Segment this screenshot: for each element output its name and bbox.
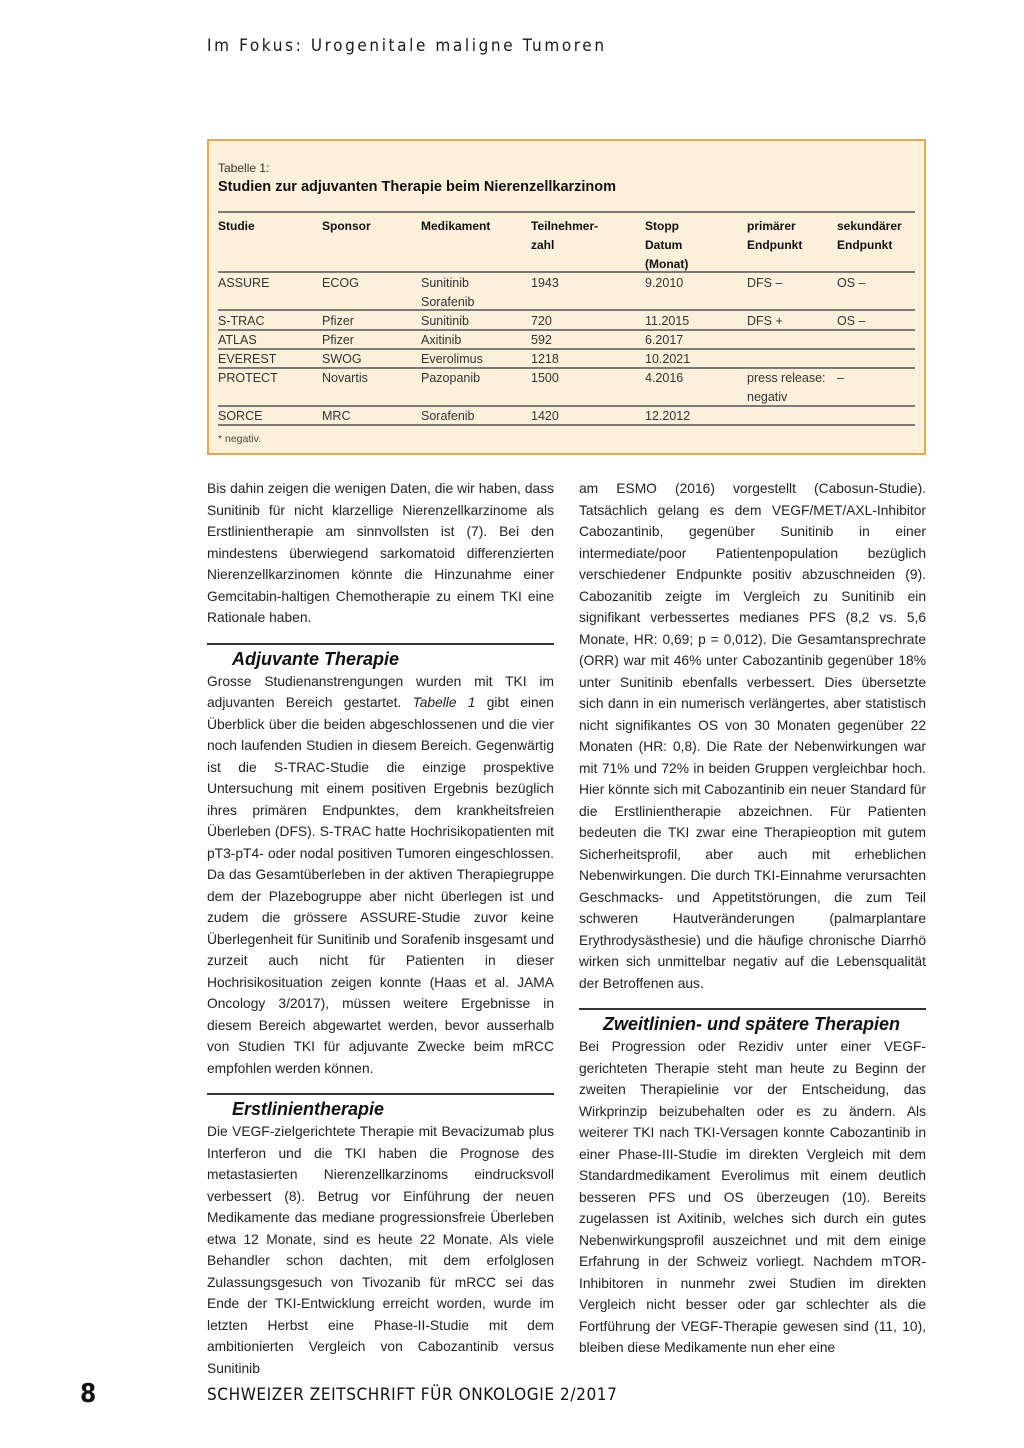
continuation-paragraph: am ESMO (2016) vorgestellt (Cabosun-Studie). Tatsächlich gelang es dem VEGF/MET/AXL-Inhibitor Cabozantinib, gegenüber Sunitinib in einer intermediate/poor Patientenpopulation bezüglich verschiedener Endpunkte positiv abzuschneiden (9). Cabozanitib zeigte im Vergleich zu Sunitinib ein signifikant verbessertes medianes PFS (8,2 vs. 5,6 Monate, HR: 0,69; p = 0,012). Die Gesamtansprechrate (ORR) war mit 46% unter Cabozantinib gegenüber 18% unter Sunitinib ebenfalls verbessert. Dies übersetzte sich dann in ein numerisch verlängertes, aber statistisch nicht signifikantes OS von 30 Monaten gegenüber 22 Monaten (HR: 0,8). Die Rate der Nebenwirkungen war mit 71% und 72% in beiden Gruppen vergleichbar hoch. Hier könnte sich mit Cabozantinib ein neuer Standard für die Erstlinientherapie abzeichnen. Für Patienten bedeuten die TKI zwar eine Therapieoption mit gutem Sicherheitsprofil, aber auch mit erheblichen Nebenwirkungen. Die durch TKI-Einnahme verursachten Geschmacks- und Appetitstörungen, die zum Teil schweren Hautveränderungen (palmarplantare Erythrodysästhesie) und die häufige chronische Diarrhö wirken sich unmittelbar negativ auf die Lebensqualität der Betroffenen aus. bbox=[579, 481, 926, 991]
table-caption-label: Tabelle 1: bbox=[218, 161, 270, 175]
cell-drug: Sunitinib bbox=[421, 314, 469, 328]
right-column bbox=[579, 478, 926, 1359]
cell-participants: 1500 bbox=[531, 371, 559, 385]
header-drug: Medikament bbox=[421, 219, 491, 233]
table-1 bbox=[207, 139, 926, 455]
heading-second-line-therapy: Zweitlinien- und spätere Therapien bbox=[603, 1014, 901, 1034]
cell-study: EVEREST bbox=[218, 352, 277, 366]
cell-study: PROTECT bbox=[218, 371, 278, 385]
intro-paragraph: Bis dahin zeigen die wenigen Daten, die wir haben, dass Sunitinib für nicht klarzellige Nierenzellkarzinome als Erstlinientherapie am sinnvollsten ist (7). Bei den mindestens überwiegend sarkomatoid differenzierten Nierenzellkarzinomen könnte die Hinzunahme einer Gemcitabin-haltigen Chemotherapie zu einem TKI eine Rationale haben. bbox=[207, 481, 554, 625]
cell-drug: Sunitinib Sorafenib bbox=[421, 276, 475, 309]
section-adjuvant bbox=[207, 643, 554, 1080]
cell-stop-date: 4.2016 bbox=[645, 371, 684, 385]
cell-secondary-endpoint: – bbox=[837, 371, 844, 385]
table-footnote: * negativ. bbox=[218, 433, 261, 445]
section-rule bbox=[207, 643, 554, 645]
journal-footer: SCHWEIZER ZEITSCHRIFT FÜR ONKOLOGIE 2/2017 bbox=[207, 1385, 618, 1405]
heading-first-line-therapy: Erstlinientherapie bbox=[232, 1099, 385, 1119]
cell-secondary-endpoint: OS – bbox=[837, 314, 866, 328]
header-sponsor: Sponsor bbox=[322, 219, 371, 233]
left-column bbox=[207, 478, 554, 1379]
page-number: 8 bbox=[80, 1379, 97, 1409]
table-row bbox=[218, 369, 915, 407]
table-caption-title: Studien zur adjuvanten Therapie beim Nierenzellkarzinom bbox=[218, 179, 617, 195]
section-rule bbox=[207, 1093, 554, 1095]
cell-stop-date: 12.2012 bbox=[645, 409, 691, 423]
section-rule bbox=[579, 1008, 926, 1010]
adjuvant-paragraph: Grosse Studienanstrengungen wurden mit TKI im adjuvanten Bereich gestartet. Tabelle 1 gibt einen Überblick über die beiden abgeschlossenen und die vier noch laufenden Studien in diesem Bereich. Gegenwärtig ist die S-TRAC-Studie die einzige prospektive Untersuchung mit einem positiven Ergebnis bezüglich ihres primären Endpunktes, dem krankheitsfreien Überleben (DFS). S-TRAC hatte Hochrisikopatienten mit pT3-pT4- oder nodal positiven Tumoren eingeschlossen. Da das Gesamtüberleben in der aktiven Therapiegruppe dem der Plazebogruppe aber nicht überlegen ist und zudem die grössere ASSURE-Studie zuvor keine Überlegenheit für Sunitinib und Sorafenib insgesamt und zurzeit auch nicht für Patienten in dieser Hochrisikosituation zeigen konnte (Haas et al. JAMA Oncology 3/2017), müssen weitere Ergebnisse in diesem Bereich abgewartet werden, bevor ausserhalb von Studien TKI für adjuvante Zwecke beim mRCC empfohlen werden können. bbox=[207, 673, 554, 1076]
cell-stop-date: 10.2021 bbox=[645, 352, 691, 366]
section-second-line bbox=[579, 1008, 926, 1359]
cell-participants: 592 bbox=[531, 333, 552, 347]
table-row bbox=[218, 350, 915, 369]
header-secondary-endpoint: sekundärer Endpunkt bbox=[837, 219, 902, 252]
cell-drug: Pazopanib bbox=[421, 371, 481, 385]
table-row bbox=[218, 407, 915, 426]
header-study: Studie bbox=[218, 219, 255, 233]
table-row bbox=[218, 274, 915, 311]
second-line-paragraph: Bei Progression oder Rezidiv unter einer VEGF-gerichteten Therapie steht man heute zu Beginn der zweiten Therapielinie vor der Entscheidung, das Wirkprinzip beizubehalten oder es zu ändern. Als weiterer TKI nach TKI-Versagen konnte Cabozantinib in einer Phase-III-Studie im direkten Vergleich mit dem Standardmedikament Everolimus mit einem deutlich besseren PFS und OS überzeugen (10). Bereits zugelassen ist Axitinib, welches sich durch ein gutes Nebenwirkungsprofil auszeichnet und mit dem einige Erfahrung in der Schweiz vorliegt. Nachdem mTOR-Inhibitoren in nunmehr zwei Studien im direkten Vergleich nicht besser oder gar schlechter als die Fortführung der VEGF-Therapie gewesen sind (11, 10), bleiben diese Medikamente nun eher eine bbox=[579, 1039, 926, 1355]
running-head: Im Fokus: Urogenitale maligne Tumoren bbox=[207, 36, 607, 56]
cell-primary-endpoint: DFS + bbox=[747, 314, 783, 328]
cell-participants: 1943 bbox=[531, 276, 559, 290]
cell-sponsor: ECOG bbox=[322, 276, 359, 290]
cell-study: S-TRAC bbox=[218, 314, 265, 328]
cell-sponsor: Novartis bbox=[322, 371, 368, 385]
table-header-row bbox=[218, 217, 915, 273]
cell-stop-date: 11.2015 bbox=[645, 314, 690, 328]
header-participants: Teilnehmer- zahl bbox=[531, 219, 599, 252]
cell-sponsor: Pfizer bbox=[322, 333, 354, 347]
cell-drug: Everolimus bbox=[421, 352, 483, 366]
section-first-line bbox=[207, 1093, 554, 1379]
heading-adjuvant-therapy: Adjuvante Therapie bbox=[232, 648, 400, 669]
cell-primary-endpoint: DFS – bbox=[747, 276, 783, 290]
cell-participants: 720 bbox=[531, 314, 552, 328]
table-reference: Tabelle 1 bbox=[412, 695, 476, 710]
cell-sponsor: Pfizer bbox=[322, 314, 354, 328]
cell-sponsor: SWOG bbox=[322, 352, 362, 366]
cell-sponsor: MRC bbox=[322, 409, 351, 423]
cell-stop-date: 6.2017 bbox=[645, 333, 684, 347]
cell-primary-endpoint: press release: negativ bbox=[747, 371, 826, 404]
cell-stop-date: 9.2010 bbox=[645, 276, 684, 290]
table-row bbox=[218, 331, 915, 350]
cell-study: SORCE bbox=[218, 409, 263, 423]
table-top-rule bbox=[218, 211, 915, 213]
cell-study: ASSURE bbox=[218, 276, 270, 290]
header-primary-endpoint: primärer Endpunkt bbox=[747, 219, 803, 252]
cell-participants: 1218 bbox=[531, 352, 559, 366]
first-line-paragraph: Die VEGF-zielgerichtete Therapie mit Bevacizumab plus Interferon und die TKI haben die Prognose des metastasierten Nierenzellkarzinoms eindrucksvoll verbessert (8). Betrug vor Einführung der neuen Medikamente das mediane progressionsfreie Überleben etwa 12 Monate, sind es heute 22 Monate. Als viele Behandler schon dachten, mit dem erfolglosen Zulassungsgesuch von Tivozanib für mRCC sei das Ende der TKI-Entwicklung erreicht worden, wurde im letzten Herbst eine Phase-II-Studie mit dem ambitionierten Vergleich von Cabozantinib versus Sunitinib bbox=[207, 1124, 554, 1376]
cell-secondary-endpoint: OS – bbox=[837, 276, 866, 290]
cell-drug: Axitinib bbox=[421, 333, 462, 347]
header-stop-date: Stopp Datum (Monat) bbox=[645, 219, 689, 271]
cell-study: ATLAS bbox=[218, 333, 257, 347]
cell-participants: 1420 bbox=[531, 409, 559, 423]
cell-drug: Sorafenib bbox=[421, 409, 475, 423]
table-row bbox=[218, 312, 915, 331]
